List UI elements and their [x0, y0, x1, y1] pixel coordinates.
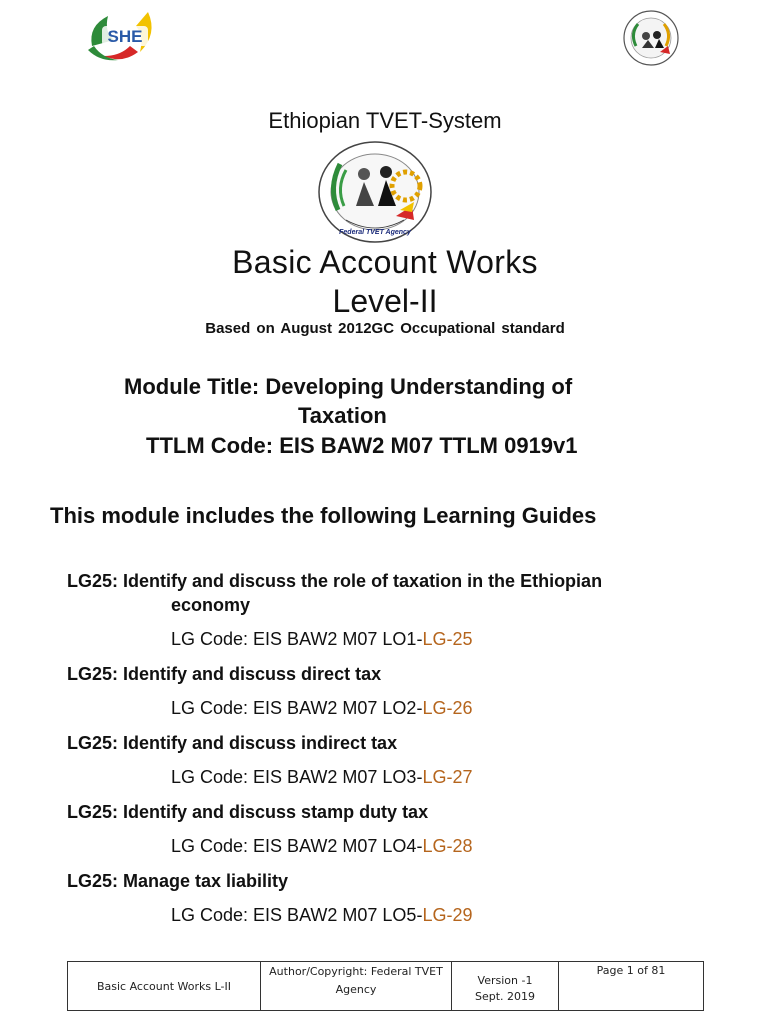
learning-guide-code-highlight: LG-27: [422, 767, 473, 787]
learning-guide-title-continuation: economy: [171, 595, 251, 615]
learning-guide-title: LG25: Identify and discuss stamp duty tax: [67, 802, 429, 822]
learning-guide-code: LG Code: EIS BAW2 M07 LO2-LG-26: [171, 698, 473, 718]
learning-guide-code-highlight: LG-28: [422, 836, 473, 856]
learning-guide-title: LG25: Identify and discuss the role of taxation in the Ethiopian: [67, 571, 603, 591]
she-logo: [78, 6, 160, 64]
svg-text:SHE: SHE: [107, 27, 143, 46]
footer-author: Author/Copyright: Federal TVET Agency: [261, 962, 452, 1011]
module-title-line-2: Taxation: [298, 403, 387, 428]
learning-guide-code: LG Code: EIS BAW2 M07 LO3-LG-27: [171, 767, 473, 787]
federal-tvet-agency-seal: [316, 140, 434, 244]
occupational-standard-note: Based on August 2012GC Occupational standard: [205, 320, 565, 337]
federal-tvet-agency-logo: [610, 8, 692, 66]
learning-guide-code-highlight: LG-29: [422, 905, 473, 925]
system-title: Ethiopian TVET-System: [268, 108, 502, 133]
learning-guide-title: LG25: Identify and discuss direct tax: [67, 664, 382, 684]
footer-version: Version -1 Sept. 2019: [452, 962, 559, 1011]
document-title: Basic Account Works: [232, 244, 538, 280]
learning-guide-title: LG25: Manage tax liability: [67, 871, 289, 891]
learning-guide-code: LG Code: EIS BAW2 M07 LO4-LG-28: [171, 836, 473, 856]
footer-module-name: Basic Account Works L-II: [68, 962, 261, 1011]
learning-guide-code-highlight: LG-25: [422, 629, 473, 649]
learning-guide-title: LG25: Identify and discuss indirect tax: [67, 733, 398, 753]
module-title-line-1: Module Title: Developing Understanding of: [124, 374, 573, 399]
learning-guide-code: LG Code: EIS BAW2 M07 LO5-LG-29: [171, 905, 473, 925]
learning-guides-heading: This module includes the following Learning Guides: [50, 503, 597, 528]
learning-guide-code-highlight: LG-26: [422, 698, 473, 718]
ttlm-code: TTLM Code: EIS BAW2 M07 TTLM 0919v1: [146, 433, 578, 458]
footer-page-number: Page 1 of 81: [559, 962, 704, 1011]
svg-text:Federal TVET Agency: Federal TVET Agency: [339, 229, 411, 236]
page-footer-table: [67, 961, 704, 1011]
document-level: Level-II: [332, 283, 438, 319]
learning-guide-code: LG Code: EIS BAW2 M07 LO1-LG-25: [171, 629, 473, 649]
